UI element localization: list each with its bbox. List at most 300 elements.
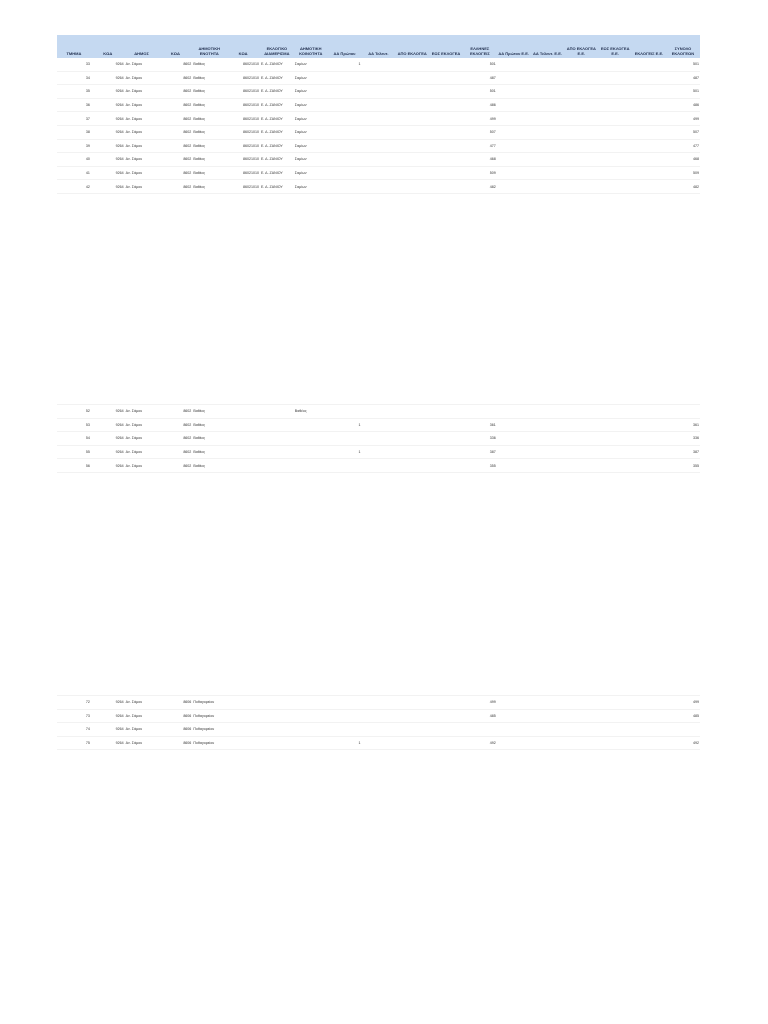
table-cell: [497, 166, 531, 180]
table-cell: [361, 98, 395, 112]
table-cell: 73: [57, 709, 91, 723]
table-cell: 482: [463, 180, 497, 194]
table-cell: [429, 85, 463, 99]
table-cell: 9264: [91, 153, 125, 167]
header-row: [57, 35, 700, 58]
table-cell: [226, 418, 260, 432]
page-gap: [57, 193, 700, 404]
table-cell: Πυθαγορείου: [192, 709, 226, 723]
table-cell: [497, 459, 531, 473]
table-cell: [497, 418, 531, 432]
table-cell: 355: [666, 459, 700, 473]
table-cell: Αν. Σάμου: [125, 418, 159, 432]
table-cell: Ε. Δ. ΖΑΝΙΟΥ: [260, 153, 294, 167]
table-row: [57, 445, 700, 459]
table-cell: Βαθέος: [192, 404, 226, 418]
column-header: ΑΑ Πρώτου Ε.Ε.: [497, 35, 531, 58]
table-cell: [361, 695, 395, 709]
table-cell: 501: [463, 85, 497, 99]
table-cell: [395, 58, 429, 71]
table-cell: 387: [463, 445, 497, 459]
table-cell: [632, 445, 666, 459]
column-header: ΔΗΜΟΣ: [125, 35, 159, 58]
table-cell: [429, 58, 463, 71]
table-cell: Αν. Σάμου: [125, 85, 159, 99]
table-cell: [361, 404, 395, 418]
table-cell: [598, 71, 632, 85]
table-cell: 8606: [158, 709, 192, 723]
table-cell: 52: [57, 404, 91, 418]
table-cell: 40: [57, 153, 91, 167]
table-cell: 39: [57, 139, 91, 153]
table-cell: [531, 180, 565, 194]
table-cell: 53: [57, 418, 91, 432]
table-cell: 8602: [158, 125, 192, 139]
table-cell: [632, 153, 666, 167]
table-cell: 501: [666, 85, 700, 99]
table-cell: [395, 166, 429, 180]
table-cell: 477: [463, 139, 497, 153]
table-row: [57, 71, 700, 85]
table-cell: 487: [666, 71, 700, 85]
table-cell: 8602: [158, 445, 192, 459]
table-cell: [260, 418, 294, 432]
table-cell: [361, 445, 395, 459]
column-header: ΔΗΜΟΤΙΚΗ ΕΝΟΤΗΤΑ: [192, 35, 226, 58]
table-cell: [429, 709, 463, 723]
table-cell: [395, 736, 429, 750]
table-cell: Ε. Δ. ΖΑΝΙΟΥ: [260, 58, 294, 71]
table-row: [57, 432, 700, 446]
table-cell: [497, 736, 531, 750]
table-row: [57, 85, 700, 99]
table-cell: [429, 112, 463, 126]
table-cell: [328, 709, 362, 723]
table-cell: [260, 432, 294, 446]
table-cell: [598, 404, 632, 418]
table-cell: [395, 139, 429, 153]
table-cell: [226, 736, 260, 750]
table-cell: 499: [463, 112, 497, 126]
table-cell: [632, 71, 666, 85]
table-cell: 9264: [91, 166, 125, 180]
table-row: [57, 180, 700, 194]
table-cell: Ε. Δ. ΖΑΝΙΟΥ: [260, 98, 294, 112]
table-cell: [632, 180, 666, 194]
table-cell: Πυθαγορείου: [192, 695, 226, 709]
table-cell: [294, 418, 328, 432]
table-cell: [328, 139, 362, 153]
table-cell: [361, 153, 395, 167]
table-cell: [328, 125, 362, 139]
table-cell: Αν. Σάμου: [125, 404, 159, 418]
table-cell: 9264: [91, 98, 125, 112]
table-cell: 501: [463, 58, 497, 71]
table-cell: 8602: [158, 418, 192, 432]
table-cell: [395, 153, 429, 167]
table-cell: 86021010: [226, 166, 260, 180]
table-cell: [632, 112, 666, 126]
table-cell: Βαθέος: [192, 180, 226, 194]
table-cell: [598, 166, 632, 180]
table-cell: 86021010: [226, 139, 260, 153]
table-row: [57, 166, 700, 180]
table-cell: [429, 445, 463, 459]
table-cell: [531, 736, 565, 750]
table-cell: [395, 125, 429, 139]
table-cell: [361, 139, 395, 153]
table-cell: [598, 723, 632, 737]
table-cell: [497, 58, 531, 71]
table-cell: 9264: [91, 695, 125, 709]
column-header: ΑΑ Τελευτ. Ε.Ε.: [531, 35, 565, 58]
table-cell: [598, 418, 632, 432]
table-cell: [598, 58, 632, 71]
table-cell: 41: [57, 166, 91, 180]
table-cell: [361, 112, 395, 126]
table-cell: Βαθέος: [294, 404, 328, 418]
table-cell: [632, 432, 666, 446]
table-cell: Σαμίων: [294, 139, 328, 153]
table-cell: Πυθαγορείου: [192, 736, 226, 750]
table-cell: [361, 459, 395, 473]
table-cell: [260, 723, 294, 737]
table-cell: [429, 418, 463, 432]
table-cell: Αν. Σάμου: [125, 153, 159, 167]
table-cell: Αν. Σάμου: [125, 432, 159, 446]
table-cell: [429, 459, 463, 473]
table-cell: Αν. Σάμου: [125, 459, 159, 473]
table-cell: [395, 418, 429, 432]
table-cell: [564, 98, 598, 112]
table-cell: 487: [463, 71, 497, 85]
table-cell: [531, 459, 565, 473]
table-cell: [429, 153, 463, 167]
table-cell: [531, 432, 565, 446]
table-cell: [564, 445, 598, 459]
table-cell: 9264: [91, 58, 125, 71]
table-cell: [395, 112, 429, 126]
table-cell: [328, 153, 362, 167]
table-cell: 33: [57, 58, 91, 71]
table-cell: 8602: [158, 432, 192, 446]
table-cell: [294, 709, 328, 723]
table-cell: 1: [328, 58, 362, 71]
table-cell: [361, 71, 395, 85]
table-cell: Σαμίων: [294, 112, 328, 126]
table-cell: [463, 404, 497, 418]
table-cell: Πυθαγορείου: [192, 723, 226, 737]
table-cell: 8602: [158, 153, 192, 167]
table-cell: [294, 432, 328, 446]
table-cell: [328, 723, 362, 737]
table-cell: 8602: [158, 459, 192, 473]
table-cell: Σαμίων: [294, 125, 328, 139]
table-cell: [395, 723, 429, 737]
table-cell: [294, 445, 328, 459]
table-cell: [294, 736, 328, 750]
table-cell: 507: [463, 125, 497, 139]
table-cell: [361, 85, 395, 99]
table-cell: [361, 58, 395, 71]
table-row: [57, 736, 700, 750]
table-cell: [564, 112, 598, 126]
table-cell: [429, 139, 463, 153]
table-cell: [598, 125, 632, 139]
table-cell: [598, 112, 632, 126]
table-cell: 72: [57, 695, 91, 709]
table-cell: 509: [463, 166, 497, 180]
table-cell: [497, 85, 531, 99]
table-cell: 8606: [158, 695, 192, 709]
column-header: ΤΜΗΜΑ: [57, 35, 91, 58]
table-cell: [395, 709, 429, 723]
table-cell: 1: [328, 445, 362, 459]
table-cell: 42: [57, 180, 91, 194]
table-row: [57, 709, 700, 723]
table-cell: [429, 98, 463, 112]
table-cell: 9264: [91, 432, 125, 446]
table-cell: [564, 695, 598, 709]
table-cell: [598, 709, 632, 723]
table-cell: [260, 736, 294, 750]
table-cell: 74: [57, 723, 91, 737]
table-cell: [598, 432, 632, 446]
table-cell: Βαθέος: [192, 139, 226, 153]
column-header: ΕΚΛΟΓΙΚΟ ΔΙΑΜΕΡΙΣΜΑ: [260, 35, 294, 58]
table-cell: 9264: [91, 139, 125, 153]
table-cell: [328, 112, 362, 126]
table-cell: [632, 85, 666, 99]
table-cell: Σαμίων: [294, 166, 328, 180]
column-header: ΕΚΛΟΓΕΙΣ Ε.Ε.: [632, 35, 666, 58]
table-cell: Ε. Δ. ΖΑΝΙΟΥ: [260, 112, 294, 126]
table-cell: [531, 445, 565, 459]
column-header: ΔΗΜΟΤΙΚΗ ΚΟΙΝΟΤΗΤΑ: [294, 35, 328, 58]
table-cell: 482: [666, 180, 700, 194]
table-cell: [632, 459, 666, 473]
table-cell: [429, 736, 463, 750]
table-cell: [598, 695, 632, 709]
table-cell: [361, 166, 395, 180]
table-cell: [531, 71, 565, 85]
table-cell: [328, 180, 362, 194]
table-cell: [598, 139, 632, 153]
table-cell: [598, 153, 632, 167]
table-cell: [260, 695, 294, 709]
table-cell: [598, 85, 632, 99]
sheet-page: [57, 35, 700, 750]
table-cell: 9264: [91, 736, 125, 750]
table-cell: Βαθέος: [192, 112, 226, 126]
table-cell: 9264: [91, 71, 125, 85]
table-cell: [531, 723, 565, 737]
table-cell: [429, 166, 463, 180]
table-cell: [361, 180, 395, 194]
table-cell: Βαθέος: [192, 445, 226, 459]
table-row: [57, 418, 700, 432]
table-cell: [598, 445, 632, 459]
column-header: ΑΑ Τελευτ.: [361, 35, 395, 58]
table-cell: Βαθέος: [192, 98, 226, 112]
table-cell: 387: [666, 445, 700, 459]
table-cell: Βαθέος: [192, 71, 226, 85]
table-cell: [564, 709, 598, 723]
table-cell: [226, 459, 260, 473]
table-cell: [226, 404, 260, 418]
table-cell: [497, 153, 531, 167]
table-cell: [226, 432, 260, 446]
table-cell: [598, 98, 632, 112]
table-cell: 8602: [158, 112, 192, 126]
table-cell: [564, 153, 598, 167]
table-cell: 507: [666, 125, 700, 139]
table-cell: Ε. Δ. ΖΑΝΙΟΥ: [260, 71, 294, 85]
table-cell: 8602: [158, 404, 192, 418]
table-cell: [328, 432, 362, 446]
table-cell: 54: [57, 432, 91, 446]
table-cell: [497, 71, 531, 85]
page-gap-cell: [57, 193, 700, 404]
column-header: ΕΩΣ ΕΚΛΟΓΕΑ: [429, 35, 463, 58]
table-cell: [632, 709, 666, 723]
table-cell: [328, 459, 362, 473]
table-cell: [395, 180, 429, 194]
table-cell: Σαμίων: [294, 180, 328, 194]
table-cell: [531, 58, 565, 71]
table-cell: 86021010: [226, 58, 260, 71]
table-cell: Αν. Σάμου: [125, 71, 159, 85]
table-cell: [361, 432, 395, 446]
table-cell: 86021010: [226, 85, 260, 99]
table-cell: [598, 180, 632, 194]
table-cell: Σαμίων: [294, 98, 328, 112]
table-cell: [632, 58, 666, 71]
table-cell: Ε. Δ. ΖΑΝΙΟΥ: [260, 180, 294, 194]
table-cell: Αν. Σάμου: [125, 139, 159, 153]
table-cell: [531, 695, 565, 709]
table-cell: [497, 695, 531, 709]
table-cell: [361, 723, 395, 737]
table-cell: [260, 404, 294, 418]
table-cell: 35: [57, 85, 91, 99]
table-cell: [395, 459, 429, 473]
table-cell: [497, 445, 531, 459]
table-cell: [531, 85, 565, 99]
table-cell: [531, 166, 565, 180]
table-row: [57, 404, 700, 418]
table-cell: 336: [666, 432, 700, 446]
table-cell: [564, 58, 598, 71]
table-cell: [395, 445, 429, 459]
table-cell: 86021010: [226, 98, 260, 112]
table-cell: 86021010: [226, 112, 260, 126]
column-header: ΕΛΛΗΝΕΣ ΕΚΛΟΓΕΙΣ: [463, 35, 497, 58]
table-cell: Βαθέος: [192, 85, 226, 99]
table-cell: [531, 125, 565, 139]
table-cell: Αν. Σάμου: [125, 709, 159, 723]
table-cell: 86021010: [226, 180, 260, 194]
table-cell: [328, 98, 362, 112]
table-cell: Αν. Σάμου: [125, 58, 159, 71]
table-cell: [564, 404, 598, 418]
table-cell: Ε. Δ. ΖΑΝΙΟΥ: [260, 125, 294, 139]
table-cell: [463, 723, 497, 737]
table-cell: [361, 418, 395, 432]
table-cell: 55: [57, 445, 91, 459]
table-row: [57, 125, 700, 139]
column-header: ΑΠΟ ΕΚΛΟΓΕΑ: [395, 35, 429, 58]
table-cell: [294, 695, 328, 709]
table-cell: 8606: [158, 723, 192, 737]
table-cell: [632, 125, 666, 139]
table-cell: Βαθέος: [192, 432, 226, 446]
table-cell: Αν. Σάμου: [125, 180, 159, 194]
table-cell: [564, 71, 598, 85]
table-cell: Βαθέος: [192, 125, 226, 139]
table-cell: Βαθέος: [192, 418, 226, 432]
table-cell: [429, 432, 463, 446]
table-row: [57, 153, 700, 167]
table-cell: 37: [57, 112, 91, 126]
table-cell: [226, 709, 260, 723]
table-cell: Αν. Σάμου: [125, 736, 159, 750]
table-cell: [564, 180, 598, 194]
table-cell: 361: [666, 418, 700, 432]
table-cell: [564, 723, 598, 737]
table-cell: 499: [666, 695, 700, 709]
table-cell: 8602: [158, 180, 192, 194]
column-header: ΑΑ Πρώτου: [328, 35, 362, 58]
table-cell: [632, 723, 666, 737]
table-cell: [497, 112, 531, 126]
table-cell: 34: [57, 71, 91, 85]
table-cell: [226, 723, 260, 737]
table-cell: 501: [666, 58, 700, 71]
table-cell: 8602: [158, 85, 192, 99]
table-cell: 492: [463, 736, 497, 750]
table-row: [57, 98, 700, 112]
table-cell: [632, 736, 666, 750]
table-cell: [294, 459, 328, 473]
table-cell: 86021010: [226, 125, 260, 139]
column-header: ΕΩΣ ΕΚΛΟΓΕΑ Ε.Ε.: [598, 35, 632, 58]
table-cell: 485: [666, 709, 700, 723]
table-cell: [395, 695, 429, 709]
table-row: [57, 723, 700, 737]
table-cell: [361, 736, 395, 750]
table-cell: Ε. Δ. ΖΑΝΙΟΥ: [260, 85, 294, 99]
table-cell: 9264: [91, 459, 125, 473]
table-cell: [429, 695, 463, 709]
table-row: [57, 459, 700, 473]
table-cell: 468: [463, 153, 497, 167]
table-cell: [632, 166, 666, 180]
table-cell: 1: [328, 418, 362, 432]
table-cell: [497, 432, 531, 446]
table-cell: [497, 180, 531, 194]
table-cell: 56: [57, 459, 91, 473]
table-cell: [531, 709, 565, 723]
table-cell: Βαθέος: [192, 166, 226, 180]
table-cell: 355: [463, 459, 497, 473]
table-cell: [564, 736, 598, 750]
column-header: ΚΩΔ: [226, 35, 260, 58]
table-cell: Σαμίων: [294, 58, 328, 71]
table-cell: [328, 166, 362, 180]
table-cell: Σαμίων: [294, 153, 328, 167]
table-cell: 9264: [91, 445, 125, 459]
